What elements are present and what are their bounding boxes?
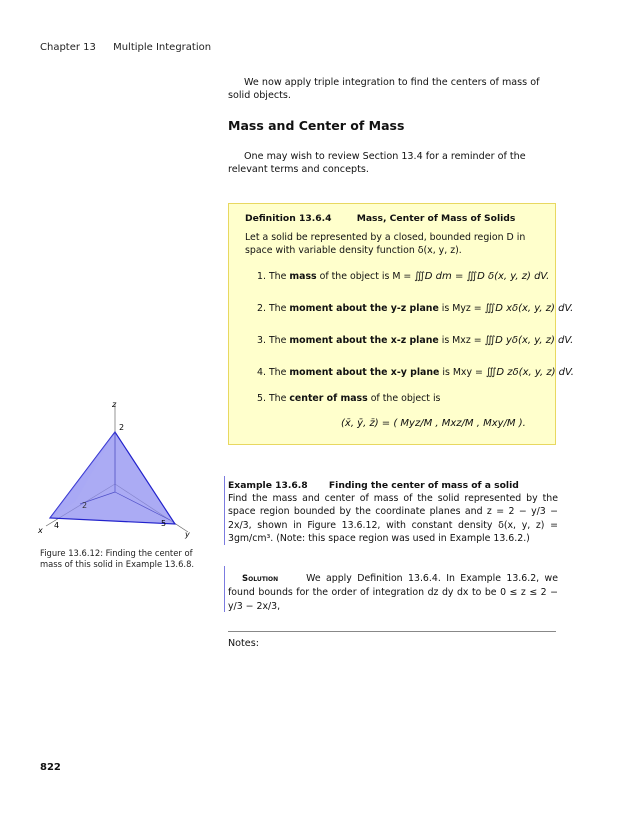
mass-formula: ∭D dm = ∭D δ(x, y, z) dV.: [414, 271, 550, 282]
notes-divider: [228, 631, 556, 632]
notes-label: Notes:: [228, 638, 259, 649]
definition-item-center: 5. The center of mass of the object is: [257, 393, 441, 404]
z-axis-label: z: [112, 400, 117, 409]
y-axis-label: y: [185, 530, 190, 539]
small-tick-2: 2: [82, 501, 88, 510]
figure-caption: Figure 13.6.12: Finding the center of mass of this solid in Example 13.6.8.: [40, 548, 195, 569]
section-title: Mass and Center of Mass: [228, 118, 405, 133]
x-tick-4: 4: [54, 521, 60, 530]
definition-name: Mass, Center of Mass of Solids: [356, 213, 516, 224]
solution-paragraph: [228, 572, 558, 613]
mxy-formula: ∭D zδ(x, y, z) dV.: [485, 367, 574, 378]
page-number: 822: [40, 762, 61, 773]
definition-label: Definition 13.6.4: [245, 213, 332, 224]
definition-item-mxz: 3. The moment about the x-z plane is Mxz = ∭D yδ(x, y, z) dV.: [257, 335, 574, 346]
solution-label: Solution: [242, 574, 279, 584]
page-header: [40, 42, 211, 53]
chapter-title: Multiple Integration: [113, 42, 212, 53]
myz-formula: ∭D xδ(x, y, z) dV.: [484, 303, 574, 314]
solution-body: We apply Definition 13.6.4. In Example 13.6.2, we found bounds for the order of integration dz dy dx to be 0 ≤ z ≤ 2 − y/3 − 2x/3,: [228, 573, 558, 612]
example-title: [228, 480, 519, 491]
definition-lead: Let a solid be represented by a closed, bounded region D in space with variable density function δ(x, y, z).: [245, 232, 526, 256]
figure-13-6-12: [30, 396, 200, 546]
definition-item-myz: 2. The moment about the y-z plane is Myz = ∭D xδ(x, y, z) dV.: [257, 303, 574, 314]
definition-item-mass: 1. The mass of the object is M = ∭D dm = ∭D δ(x, y, z) dV.: [257, 271, 550, 282]
z-tick-2: 2: [119, 423, 125, 432]
y-tick-5: 5: [161, 519, 167, 528]
solution-margin-bar: [224, 566, 225, 612]
chapter-label: Chapter 13: [40, 42, 96, 53]
example-label: Example 13.6.8: [228, 480, 308, 491]
review-paragraph: One may wish to review Section 13.4 for a reminder of the relevant terms and concepts.: [228, 151, 526, 175]
intro-paragraph: We now apply triple integration to find the centers of mass of solid objects.: [228, 77, 540, 101]
mxz-formula: ∭D yδ(x, y, z) dV.: [484, 335, 574, 346]
example-body: Find the mass and center of mass of the solid represented by the space region bounded by the coordinate planes and z = 2 − y/3 − 2x/3, shown in Figure 13.6.12, with constant density δ(x, y, z) = 3gm/cm³. (Note: this space region was used in Example 13.6.2.): [228, 493, 558, 544]
solid-front-face: [50, 432, 175, 524]
center-of-mass-formula: (x̄, ȳ, z̄) = ( Myz/M , Mxz/M , Mxy/M ).: [341, 418, 526, 429]
definition-title: [245, 213, 515, 224]
definition-box: [228, 203, 574, 445]
example-margin-bar: [224, 476, 225, 545]
example-name: Finding the center of mass of a solid: [328, 480, 519, 491]
definition-item-mxy: 4. The moment about the x-y plane is Mxy = ∭D zδ(x, y, z) dV.: [257, 367, 574, 378]
x-axis-label: x: [38, 526, 43, 535]
